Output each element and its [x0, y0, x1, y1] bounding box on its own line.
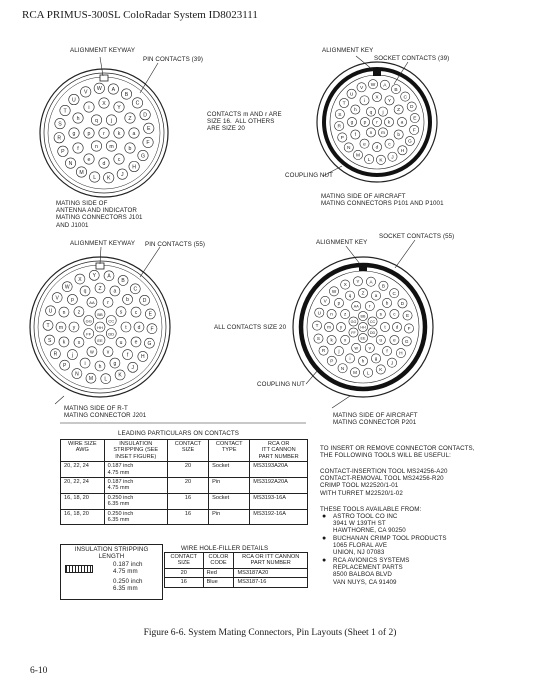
- vendor-buchanan: BUCHANAN CRIMP TOOL PRODUCTS 1065 FLORAL AVE UNION, NJ 07083: [333, 535, 447, 557]
- contact-pin-label: W: [64, 284, 70, 291]
- tools-list: CONTACT-INSERTION TOOL MS24256-A20 CONTACT-REMOVAL TOOL MS24256-R20 CRIMP TOOL M22520/1-01 WITH TURRET M22520/1-02: [320, 468, 448, 497]
- table-cell: 0.187 inch 4.75 mm: [104, 478, 167, 494]
- contact-pin-label: e: [363, 142, 366, 148]
- all-contacts-note: ALL CONTACTS SIZE 20: [214, 324, 287, 331]
- table-title: LEADING PARTICULARS ON CONTACTS: [118, 430, 240, 437]
- filler-row: [165, 568, 308, 577]
- contact-pin-label: N: [68, 160, 73, 167]
- contact-pin-label: EE: [97, 337, 103, 343]
- bullet-icon: ●: [322, 535, 327, 542]
- filler-cell: MS3187A20: [234, 568, 308, 577]
- table-header: RCA OR ITT CANNON PART NUMBER: [250, 440, 308, 462]
- c1-mating-label: MATING SIDE OF ANTENNA AND INDICATOR MATING CONNECTORS J101 AND J1001: [56, 200, 143, 229]
- inset-wire-icon: [65, 565, 95, 573]
- contact-pin-label: V: [83, 89, 88, 96]
- contact-pin-label: x: [344, 337, 347, 343]
- contact-pin-label: M: [88, 375, 94, 382]
- table-cell: MS3193-16A: [250, 493, 308, 509]
- contact-pin-label: J: [131, 365, 135, 372]
- contact-pin-label: E: [413, 116, 417, 122]
- connector-p101: [317, 62, 437, 182]
- contact-pin-label: F: [150, 326, 154, 333]
- contact-pin-label: K: [379, 367, 383, 373]
- c2-mating-label: MATING SIDE OF AIRCRAFT MATING CONNECTORS P101 AND P1001: [321, 193, 444, 208]
- c3-keyway-label: ALIGNMENT KEYWAY: [70, 240, 136, 247]
- contact-pin-label: H: [400, 148, 405, 154]
- contact-pin-label: R: [53, 351, 58, 358]
- contact-pin-label: FF: [86, 331, 92, 337]
- contact-pin-label: f: [354, 133, 357, 139]
- filler-header: COLOR CODE: [203, 553, 234, 569]
- table-cell: 16, 18, 20: [61, 509, 105, 525]
- table-header-row: [61, 440, 308, 462]
- contact-pin-label: F: [146, 140, 150, 147]
- figure-caption: Figure 6-6. System Mating Connectors, Pin Layouts (Sheet 1 of 2): [143, 628, 397, 638]
- contact-pin-label: DD: [108, 331, 115, 337]
- contact-pin-label: Y: [387, 99, 392, 105]
- contact-pin-label: A: [107, 273, 111, 280]
- filler-row: [165, 578, 308, 587]
- contact-pin-label: X: [78, 276, 82, 283]
- contact-pin-label: W: [96, 86, 102, 93]
- c2-sockets-label: SOCKET CONTACTS (39): [374, 55, 450, 62]
- table-row: [61, 493, 308, 509]
- contact-pin-label: A: [369, 279, 373, 285]
- filler-cell: 20: [165, 568, 204, 577]
- contact-pin-label: X: [102, 100, 106, 107]
- table-row: [61, 478, 308, 494]
- contact-pin-label: U: [317, 310, 321, 316]
- contact-pin-label: L: [93, 174, 97, 181]
- contact-pin-label: T: [342, 101, 346, 107]
- contact-pin-label: h: [354, 108, 357, 114]
- filler-table: [164, 552, 308, 588]
- contact-pin-label: S: [58, 121, 62, 128]
- table-cell: Pin: [209, 509, 250, 525]
- contact-pin-label: r: [376, 120, 378, 126]
- table-cell: 16: [167, 493, 208, 509]
- c4-key-label: ALIGNMENT KEY: [316, 239, 368, 246]
- c4-mating-label: MATING SIDE OF AIRCRAFT MATING CONNECTOR P201: [333, 412, 418, 427]
- contact-pin-label: AA: [89, 300, 95, 306]
- contact-pin-label: J: [391, 155, 394, 161]
- c4-sockets-label: SOCKET CONTACTS (55): [379, 233, 455, 240]
- contact-pin-label: p: [337, 300, 341, 306]
- contact-pin-label: EE: [360, 336, 366, 341]
- filler-cell: MS3187-16: [234, 578, 308, 587]
- contact-pin-label: m: [327, 324, 331, 330]
- contact-pin-label: q: [95, 117, 98, 124]
- bullet-icon: ●: [322, 513, 327, 520]
- contact-pin-label: T: [315, 323, 319, 329]
- table-cell: 20: [167, 478, 208, 494]
- contact-pin-label: E: [147, 126, 151, 133]
- table-cell: 20, 22, 24: [61, 462, 105, 478]
- filler-cell: Red: [203, 568, 234, 577]
- contact-pin-label: Y: [356, 278, 360, 284]
- contact-pin-label: t: [125, 324, 127, 331]
- contact-pin-label: t: [384, 324, 386, 330]
- contact-pin-label: z: [77, 309, 81, 316]
- table-row: [61, 509, 308, 525]
- insulation-inset: [60, 544, 163, 600]
- table-cell: 20: [167, 462, 208, 478]
- filler-header-row: [165, 553, 308, 569]
- contact-pin-label: g: [350, 120, 354, 126]
- contact-pin-label: c: [117, 156, 121, 163]
- contact-pin-label: r: [369, 303, 371, 309]
- contact-pin-label: E: [148, 311, 153, 318]
- c3-mating-label: MATING SIDE OF R-T MATING CONNECTOR J201: [64, 405, 147, 420]
- contact-pin-label: Z: [98, 285, 102, 292]
- table-cell: 16: [167, 509, 208, 525]
- contact-pin-label: X: [375, 95, 379, 101]
- contact-pin-label: m: [58, 324, 64, 331]
- contact-pin-label: HH: [97, 324, 103, 330]
- contact-pin-label: r: [103, 130, 105, 137]
- contact-pin-label: e: [393, 337, 396, 343]
- contact-pin-label: BB: [97, 311, 103, 317]
- contact-pin-label: g: [113, 360, 117, 367]
- contact-pin-label: N: [340, 365, 345, 371]
- contact-pin-label: i: [363, 99, 366, 105]
- contact-pin-label: B: [124, 91, 129, 98]
- filler-header: RCA OR ITT CANNON PART NUMBER: [234, 553, 308, 569]
- table-cell: Socket: [209, 493, 250, 509]
- contact-pin-label: p: [363, 120, 367, 126]
- contact-pin-label: x: [77, 340, 81, 347]
- contact-pin-label: C: [403, 95, 407, 101]
- filler-header: CONTACT SIZE: [165, 553, 204, 569]
- contact-pin-label: q: [369, 110, 373, 116]
- contact-pin-label: H: [141, 354, 145, 361]
- contact-pin-label: GG: [350, 320, 357, 325]
- contact-pin-label: W: [331, 288, 337, 294]
- contact-pin-label: y: [339, 324, 343, 330]
- contact-pin-label: N: [75, 371, 79, 378]
- contact-pin-label: P: [63, 362, 67, 369]
- contact-pin-label: S: [338, 112, 342, 118]
- contact-pin-label: K: [106, 175, 111, 182]
- contact-pin-label: G: [404, 338, 409, 344]
- contact-pin-label: d: [137, 324, 141, 331]
- c1-keyway-label: ALIGNMENT KEYWAY: [70, 47, 136, 54]
- contact-pin-label: P: [340, 136, 344, 142]
- contact-pin-label: d: [395, 324, 399, 330]
- contact-pin-label: b: [397, 133, 400, 139]
- table-cell: Pin: [209, 478, 250, 494]
- contact-pin-label: F: [412, 128, 416, 134]
- contact-pin-label: Y: [92, 273, 96, 280]
- contact-pin-label: D: [400, 300, 405, 306]
- contact-pin-label: FF: [351, 331, 356, 336]
- contact-pin-label: d: [102, 160, 106, 167]
- c1-pins-label: PIN CONTACTS (39): [143, 56, 204, 63]
- contact-pin-label: D: [409, 105, 414, 111]
- contact-pin-label: a: [400, 120, 404, 126]
- contact-pin-label: m: [109, 143, 114, 150]
- contact-pin-label: h: [361, 358, 365, 364]
- inset-title: INSULATION STRIPPING LENGTH: [74, 546, 149, 561]
- contact-pin-label: a: [113, 288, 117, 295]
- contact-pin-label: L: [367, 157, 371, 163]
- contact-pin-label: U: [72, 97, 76, 104]
- contact-pin-label: Z: [361, 290, 365, 296]
- contact-pin-label: CC: [369, 320, 376, 325]
- contact-pin-label: b: [128, 145, 132, 152]
- contact-pin-label: a: [132, 130, 136, 137]
- document-header: RCA PRIMUS-300SL ColoRadar System ID8023111: [22, 9, 258, 21]
- contact-pin-label: B: [121, 278, 125, 285]
- contact-pin-label: M: [353, 369, 357, 375]
- contact-pin-label: a: [374, 293, 378, 299]
- contact-pin-label: V: [55, 295, 59, 302]
- contact-pin-label: H: [132, 164, 136, 171]
- filler-cell: Blue: [203, 578, 234, 587]
- contact-pin-label: y: [72, 324, 76, 331]
- contact-pin-label: H: [399, 350, 403, 356]
- c4-nut-label: COUPLING NUT: [257, 381, 305, 388]
- table-cell: 0.250 inch 6.35 mm: [104, 509, 167, 525]
- contact-pin-label: D: [142, 298, 147, 305]
- contact-pin-label: m: [381, 131, 385, 137]
- contact-pin-label: n: [369, 131, 373, 137]
- contact-pin-label: M: [356, 153, 360, 159]
- contact-pin-label: J: [390, 360, 394, 366]
- contact-pin-label: i: [84, 360, 86, 367]
- table-cell: Socket: [209, 462, 250, 478]
- contact-pin-label: V: [359, 85, 364, 91]
- contact-pin-label: n: [95, 143, 98, 150]
- contact-pin-label: A: [383, 83, 387, 89]
- contact-pin-label: b: [126, 297, 129, 304]
- table-cell: MS3192A20A: [250, 478, 308, 494]
- table-cell: 0.250 inch 6.35 mm: [104, 493, 167, 509]
- contact-pin-label: p: [71, 297, 74, 304]
- connector-p201: [293, 257, 433, 397]
- filler-cell: 16: [165, 578, 204, 587]
- contact-pin-label: P: [61, 149, 65, 156]
- contact-pin-label: S: [47, 337, 52, 344]
- inset-value-2: 0.250 inch 6.35 mm: [113, 578, 143, 593]
- contact-pin-label: p: [87, 130, 91, 137]
- contact-pin-label: Z: [128, 115, 132, 122]
- contact-pin-label: L: [104, 376, 108, 383]
- contact-pin-label: g: [374, 356, 378, 362]
- connector-j101: [40, 69, 168, 197]
- contact-pin-label: c: [134, 309, 138, 316]
- table-row: [61, 462, 308, 478]
- inset-value-1: 0.187 inch 4.75 mm: [113, 561, 143, 576]
- contact-pin-label: j: [338, 348, 340, 354]
- contact-pin-label: n: [62, 309, 66, 316]
- table-cell: MS3193A20A: [250, 462, 308, 478]
- contact-pin-label: f: [386, 348, 388, 354]
- c2-key-label: ALIGNMENT KEY: [322, 47, 374, 54]
- contact-pin-label: B: [381, 283, 385, 289]
- table-cell: 20, 22, 24: [61, 478, 105, 494]
- c3-pins-label: PIN CONTACTS (55): [145, 241, 206, 248]
- contact-pin-label: i: [349, 356, 351, 362]
- contact-pin-label: E: [405, 313, 410, 319]
- contact-size-note: CONTACTS m AND r ARE SIZE 16. ALL OTHERS ARE SIZE 20: [207, 111, 282, 133]
- tools-intro: TO INSERT OR REMOVE CONNECTOR CONTACTS, THE FOLLOWING TOOLS WILL BE USEFUL:: [320, 445, 475, 460]
- contact-pin-label: V: [323, 298, 327, 304]
- filler-title: WIRE HOLE-FILLER DETAILS: [181, 545, 269, 552]
- contact-pin-label: L: [366, 370, 370, 376]
- contact-pin-label: R: [321, 348, 326, 354]
- contact-pin-label: C: [392, 290, 396, 296]
- contact-pin-label: c: [393, 311, 396, 317]
- contact-pin-label: f: [77, 145, 79, 152]
- contact-pin-label: v: [368, 345, 371, 351]
- page-number: 6-10: [30, 666, 48, 676]
- contact-pin-label: R: [337, 124, 341, 130]
- vendor-astro: ASTRO TOOL CO INC 3941 W 139TH ST HAWTHORNE, CA 90250: [333, 513, 406, 535]
- contact-pin-label: G: [147, 340, 152, 347]
- contact-pin-label: W: [370, 82, 376, 88]
- contact-pin-label: s: [119, 309, 123, 316]
- bullet-icon: ●: [322, 557, 327, 564]
- contact-pin-label: J: [121, 171, 124, 178]
- contact-pin-label: d: [375, 145, 379, 151]
- contact-pin-label: AA: [353, 304, 359, 309]
- contact-pin-label: k: [330, 337, 333, 343]
- contact-pin-label: g: [72, 130, 76, 137]
- table-cell: 16, 18, 20: [61, 493, 105, 509]
- contact-pin-label: h: [76, 115, 80, 122]
- table-header: INSULATION STRIPPING (SEE INSET FIGURE): [104, 440, 167, 462]
- contact-pin-label: u: [379, 337, 383, 343]
- contact-pin-label: j: [110, 117, 113, 124]
- contact-pin-label: f: [126, 352, 129, 359]
- contact-pin-label: z: [344, 311, 347, 317]
- contact-pin-label: B: [394, 87, 398, 93]
- contact-pin-label: q: [83, 288, 87, 295]
- tools-available: THESE TOOLS AVAILABLE FROM:: [320, 506, 422, 513]
- contact-pin-label: K: [379, 158, 383, 164]
- contact-pin-label: M: [79, 169, 84, 176]
- contact-pin-label: T: [63, 108, 67, 115]
- contact-pin-label: G: [140, 153, 145, 160]
- contact-pin-label: u: [119, 340, 123, 347]
- contact-pin-label: i: [88, 104, 90, 111]
- contact-pin-label: e: [87, 156, 91, 163]
- contact-pin-label: A: [111, 86, 116, 93]
- contact-pin-label: K: [118, 372, 122, 379]
- table-cell: MS3192-16A: [250, 509, 308, 525]
- contact-pin-label: n: [330, 311, 333, 317]
- contact-pin-label: c: [388, 142, 391, 148]
- vendor-rca: RCA AVIONICS SYSTEMS REPLACEMENT PARTS 8500 BALBOA BLVD VAN NUYS, CA 91409: [333, 557, 410, 586]
- table-cell: 0.187 inch 4.75 mm: [104, 462, 167, 478]
- contact-pin-label: j: [382, 110, 384, 116]
- table-header: CONTACT TYPE: [209, 440, 250, 462]
- contact-pin-label: X: [343, 282, 347, 288]
- contact-pin-label: U: [48, 308, 53, 315]
- contact-pin-label: P: [330, 358, 334, 364]
- contact-pin-label: Z: [397, 108, 401, 114]
- contact-pin-label: k: [117, 130, 121, 137]
- contact-pin-label: HH: [360, 325, 366, 330]
- contact-pin-label: b: [385, 300, 389, 306]
- contact-pin-label: D: [143, 112, 147, 119]
- contact-pin-label: j: [71, 352, 73, 359]
- contact-pin-label: CC: [108, 318, 115, 324]
- contact-pin-label: w: [90, 349, 94, 356]
- contact-pin-label: G: [408, 139, 412, 145]
- contacts-table: [60, 439, 308, 525]
- contact-pin-label: N: [347, 146, 351, 152]
- connector-j201: [30, 257, 170, 397]
- contact-pin-label: q: [348, 293, 352, 299]
- contact-pin-label: C: [135, 100, 140, 107]
- contact-pin-label: s: [379, 311, 382, 317]
- contact-pin-label: h: [98, 363, 102, 370]
- contact-pin-label: C: [133, 286, 138, 293]
- contact-pin-label: w: [354, 345, 358, 351]
- contact-pin-label: r: [107, 300, 109, 307]
- contact-pin-label: S: [316, 336, 321, 342]
- table-header: WIRE SIZE AWG: [61, 440, 105, 462]
- contact-pin-label: U: [349, 92, 354, 98]
- contact-pin-label: e: [134, 339, 138, 346]
- contact-pin-label: DD: [369, 331, 376, 336]
- contact-pin-label: BB: [360, 314, 366, 319]
- contact-pin-label: GG: [85, 318, 92, 324]
- c2-nut-label: COUPLING NUT: [285, 172, 333, 179]
- contact-pin-label: k: [387, 120, 391, 126]
- contact-pin-label: F: [407, 326, 411, 332]
- contact-pin-label: T: [46, 323, 50, 330]
- contact-pin-label: k: [62, 339, 66, 346]
- contact-pin-label: v: [106, 349, 110, 356]
- table-header: CONTACT SIZE: [167, 440, 208, 462]
- contact-pin-label: R: [57, 135, 62, 142]
- contact-pin-label: Y: [117, 104, 121, 111]
